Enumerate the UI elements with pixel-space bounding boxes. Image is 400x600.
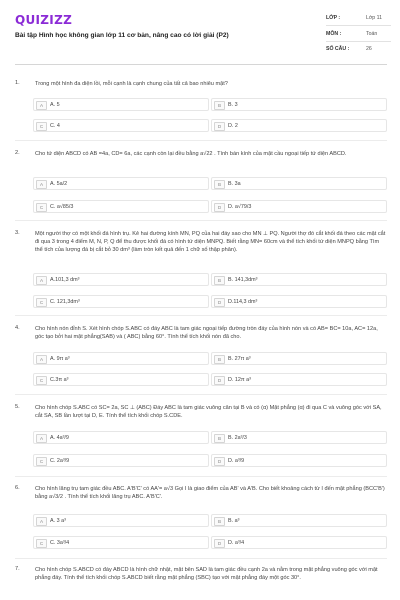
option-text: C. a√85/3 xyxy=(50,204,74,210)
option-letter: D xyxy=(214,376,225,385)
option-a[interactable] xyxy=(33,98,209,111)
option-text: B. 27π a³ xyxy=(228,356,251,362)
option-text: A. 4a³/9 xyxy=(50,435,69,441)
meta-class-value: Lớp 11 xyxy=(366,15,382,21)
option-text: B. a³ xyxy=(228,518,240,524)
question-number: 6. xyxy=(15,485,20,491)
question-divider xyxy=(15,394,387,395)
option-letter: A xyxy=(36,101,47,110)
option-d[interactable] xyxy=(211,200,387,213)
option-letter: C xyxy=(36,298,47,307)
option-letter: B xyxy=(214,276,225,285)
question-text: Cho hình chóp S.ABC có SC= 2a, SC ⊥ (ABC) Đáy ABC là tam giác vuông cân tại B và có (α) Mặt phẳng (α) đi qua C và vuông góc với SA, cắt SA, SB lần lượt tại D, E. Tính thể tích khối chóp S.CDE. xyxy=(35,405,382,419)
option-a[interactable] xyxy=(33,431,209,444)
question-divider xyxy=(15,140,387,141)
question-divider xyxy=(15,476,387,477)
option-a[interactable] xyxy=(33,352,209,365)
meta-divider xyxy=(326,25,391,26)
question-text: Cho hình lăng trụ tam giác đều ABC. A'B'C' có AA'= a√3 Gọi I là giao điểm của AB' và A'B. Cho biết khoảng cách từ I đến mặt phẳng (BCC'B') bằng a√3/2 . Tính thể tích khối lăng trụ ABC. A'B'C'. xyxy=(35,486,385,500)
option-letter: C xyxy=(36,457,47,466)
option-letter: D xyxy=(214,539,225,548)
option-text: D. a³/9 xyxy=(228,458,245,464)
question-number: 3. xyxy=(15,230,20,236)
question-number: 7. xyxy=(15,566,20,572)
option-b[interactable] xyxy=(211,177,387,190)
question-number: 5. xyxy=(15,404,20,410)
option-text: C. 3a³/4 xyxy=(50,540,70,546)
option-text: D.114,3 dm³ xyxy=(228,299,258,305)
question-text: Một người thợ có một khối đá hình trụ. Kẻ hai đường kính MN, PQ của hai đáy sao cho MN ⊥ PQ. Người thợ đó cắt khối đá theo các mặt cắt đi qua 3 trong 4 điểm M, N, P, Q để thu được khối đá có hình tứ diện MNPQ. Biết rằng MN= 60cm và thể tích khối tứ diện MNPQ bằng Tìm thể tích của lượng đá bị cắt bỏ 30 dm³ (làm tròn kết quả đến 1 chữ số thập phân). xyxy=(35,231,386,253)
option-text: D. a√79/3 xyxy=(228,204,252,210)
meta-divider xyxy=(326,41,391,42)
option-text: A. 5 xyxy=(50,102,60,108)
meta-subject-value: Toán xyxy=(366,31,378,37)
option-text: B. 3a xyxy=(228,181,241,187)
question-divider xyxy=(15,220,387,221)
option-letter: B xyxy=(214,355,225,364)
meta-subject-label: MÔN : xyxy=(326,31,342,37)
option-letter: C xyxy=(36,203,47,212)
option-a[interactable] xyxy=(33,177,209,190)
option-b[interactable] xyxy=(211,98,387,111)
option-c[interactable] xyxy=(33,536,209,549)
question-number: 1. xyxy=(15,80,20,86)
option-b[interactable] xyxy=(211,352,387,365)
option-d[interactable] xyxy=(211,295,387,308)
option-c[interactable] xyxy=(33,295,209,308)
question-divider xyxy=(15,558,387,559)
option-letter: D xyxy=(214,457,225,466)
option-letter: A xyxy=(36,180,47,189)
option-c[interactable] xyxy=(33,119,209,132)
question-text: Trong một hình đa diện lồi, mỗi cạnh là cạnh chung của tất cả bao nhiêu mặt? xyxy=(35,81,228,87)
option-letter: B xyxy=(214,517,225,526)
option-letter: C xyxy=(36,122,47,131)
question-divider xyxy=(15,315,387,316)
option-text: B. 3 xyxy=(228,102,238,108)
question-text: Cho tứ diện ABCD có AB =4a, CD= 6a, các cạnh còn lại đều bằng a√22 . Tính bán kính của mặt cầu ngoại tiếp tứ diện ABCD. xyxy=(35,151,347,157)
question-text: Cho hình chóp S.ABCD có đáy ABCD là hình chữ nhật, mặt bên SAD là tam giác đều cạnh 2a và nằm trong mặt phẳng vuông góc với mặt phẳng đáy. Tính thể tích khối chóp S.ABCD biết rằng mặt phẳng (SBC) tạo với mặt phẳng đáy một góc 30°. xyxy=(35,567,378,581)
option-a[interactable] xyxy=(33,514,209,527)
option-letter: B xyxy=(214,180,225,189)
worksheet-header xyxy=(0,0,400,62)
option-c[interactable] xyxy=(33,200,209,213)
option-letter: B xyxy=(214,434,225,443)
option-letter: C xyxy=(36,539,47,548)
question-number: 2. xyxy=(15,150,20,156)
option-text: A. 5a/2 xyxy=(50,181,68,187)
option-letter: D xyxy=(214,122,225,131)
option-letter: A xyxy=(36,276,47,285)
question-number: 4. xyxy=(15,325,20,331)
question-text: Cho hình nón đỉnh S. Xét hình chóp S.ABC có đáy ABC là tam giác ngoại tiếp đường tròn đáy của hình nón và có AB= BC= 10a, AC= 12a, góc tạo bởi hai mặt phẳng(SAB) và ( ABC) bằng 60°. Tính thể tích khối nón đã cho. xyxy=(35,326,378,340)
option-letter: C xyxy=(36,376,47,385)
option-letter: A xyxy=(36,355,47,364)
meta-count-label: SỐ CÂU : xyxy=(326,46,350,52)
option-b[interactable] xyxy=(211,273,387,286)
option-text: C. 121,3dm³ xyxy=(50,299,80,305)
option-d[interactable] xyxy=(211,373,387,386)
option-letter: A xyxy=(36,434,47,443)
option-c[interactable] xyxy=(33,454,209,467)
option-text: B. 141,3dm³ xyxy=(228,277,258,283)
option-text: A. 3 a³ xyxy=(50,518,66,524)
meta-count-value: 26 xyxy=(366,46,372,52)
option-letter: A xyxy=(36,517,47,526)
option-text: C.3π a³ xyxy=(50,377,69,383)
option-letter: D xyxy=(214,203,225,212)
worksheet-title: Bài tập Hình học không gian lớp 11 cơ bản, nâng cao có lời giải (P2) xyxy=(15,32,229,39)
option-text: C. 2a³/9 xyxy=(50,458,70,464)
option-text: B. 2a³/3 xyxy=(228,435,247,441)
option-letter: D xyxy=(214,298,225,307)
option-letter: B xyxy=(214,101,225,110)
option-text: A.101,3 dm³ xyxy=(50,277,80,283)
option-text: D. 12π a³ xyxy=(228,377,251,383)
option-d[interactable] xyxy=(211,536,387,549)
option-d[interactable] xyxy=(211,454,387,467)
quizizz-logo: QUIZIZZ xyxy=(15,13,73,27)
option-c[interactable] xyxy=(33,373,209,386)
option-text: C. 4 xyxy=(50,123,60,129)
option-d[interactable] xyxy=(211,119,387,132)
option-text: A. 9π a³ xyxy=(50,356,70,362)
header-divider xyxy=(15,64,387,65)
meta-class-label: LỚP : xyxy=(326,15,341,21)
option-text: D. 2 xyxy=(228,123,238,129)
option-b[interactable] xyxy=(211,514,387,527)
option-text: D. a³/4 xyxy=(228,540,245,546)
option-a[interactable] xyxy=(33,273,209,286)
option-b[interactable] xyxy=(211,431,387,444)
